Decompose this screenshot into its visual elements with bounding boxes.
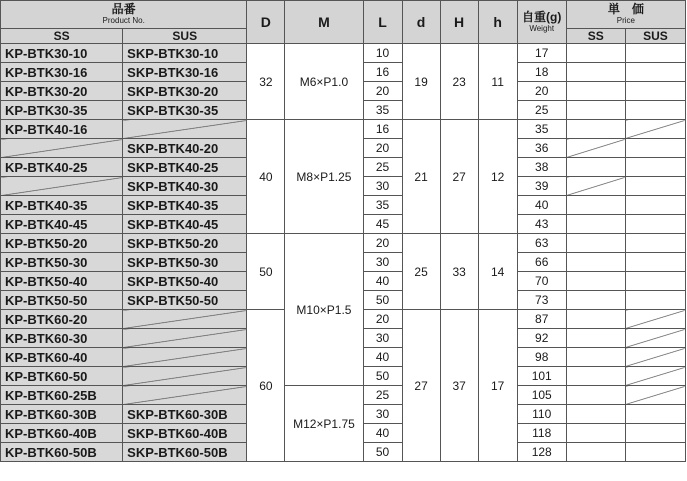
cell-L: 20 [363,310,402,329]
product-no-sus [123,367,247,386]
weight-header-en: Weight [529,23,555,33]
cell-L: 30 [363,253,402,272]
price-sus [625,63,685,82]
product-no-ss: KP-BTK60-30 [1,329,123,348]
product-no-sus: SKP-BTK40-30 [123,177,247,196]
weight-header-jp: 自重(g) [522,9,562,24]
cell-D-group-0: 32 [247,44,285,120]
col-header-L: L [363,1,402,44]
cell-weight: 39 [517,177,566,196]
cell-L: 50 [363,291,402,310]
price-sus [625,329,685,348]
product-no-sus [123,329,247,348]
price-ss [566,177,625,196]
cell-L: 30 [363,329,402,348]
cell-weight: 18 [517,63,566,82]
cell-weight: 73 [517,291,566,310]
cell-L: 35 [363,196,402,215]
price-sus [625,234,685,253]
cell-weight: 118 [517,424,566,443]
cell-L: 20 [363,82,402,101]
price-header-sus: SUS [625,29,685,44]
product-no-sus: SKP-BTK60-40B [123,424,247,443]
cell-weight: 70 [517,272,566,291]
product-no-ss: KP-BTK60-40B [1,424,123,443]
cell-weight: 98 [517,348,566,367]
cell-L: 25 [363,386,402,405]
product-no-sus: SKP-BTK40-35 [123,196,247,215]
price-sus [625,310,685,329]
price-header [566,1,685,29]
col-header-ss: SS [1,29,123,44]
price-ss [566,101,625,120]
cell-L: 35 [363,101,402,120]
price-sus [625,367,685,386]
price-ss [566,120,625,139]
cell-weight: 66 [517,253,566,272]
cell-weight: 36 [517,139,566,158]
price-ss [566,272,625,291]
cell-L: 20 [363,139,402,158]
cell-L: 10 [363,44,402,63]
price-ss [566,367,625,386]
cell-weight: 40 [517,196,566,215]
cell-L: 20 [363,234,402,253]
price-ss [566,386,625,405]
product-no-header [1,1,247,29]
price-sus [625,253,685,272]
cell-L: 30 [363,405,402,424]
product-no-ss: KP-BTK50-20 [1,234,123,253]
product-no-sus: SKP-BTK60-30B [123,405,247,424]
price-sus [625,272,685,291]
price-sus [625,44,685,63]
product-no-ss [1,177,123,196]
price-header-ss: SS [566,29,625,44]
product-no-ss: KP-BTK40-45 [1,215,123,234]
product-no-ss: KP-BTK60-50 [1,367,123,386]
price-ss [566,405,625,424]
cell-weight: 92 [517,329,566,348]
product-no-ss: KP-BTK50-30 [1,253,123,272]
product-no-sus [123,348,247,367]
weight-header [517,1,566,44]
cell-weight: 101 [517,367,566,386]
price-ss [566,234,625,253]
table-row [1,386,686,405]
product-no-ss: KP-BTK40-25 [1,158,123,177]
price-sus [625,405,685,424]
cell-H-group-0: 23 [440,44,478,120]
price-ss [566,63,625,82]
price-sus [625,139,685,158]
col-header-h: h [478,1,517,44]
product-no-ss: KP-BTK60-25B [1,386,123,405]
product-no-ss: KP-BTK60-50B [1,443,123,462]
table-row [1,44,686,63]
cell-L: 40 [363,424,402,443]
cell-M-group-2: M10×P1.5 [285,234,363,386]
cell-h-group-3: 17 [478,310,517,462]
cell-d-group-3: 27 [402,310,440,462]
product-no-sus: SKP-BTK60-50B [123,443,247,462]
product-no-sus: SKP-BTK40-45 [123,215,247,234]
price-ss [566,196,625,215]
cell-L: 50 [363,443,402,462]
cell-M-group-0: M6×P1.0 [285,44,363,120]
cell-d-group-0: 19 [402,44,440,120]
product-no-sus: SKP-BTK40-25 [123,158,247,177]
price-ss [566,158,625,177]
price-sus [625,424,685,443]
product-no-sus [123,386,247,405]
product-no-sus: SKP-BTK50-50 [123,291,247,310]
cell-L: 45 [363,215,402,234]
price-sus [625,291,685,310]
product-no-ss: KP-BTK50-50 [1,291,123,310]
price-sus [625,215,685,234]
product-no-sus: SKP-BTK50-40 [123,272,247,291]
price-ss [566,139,625,158]
cell-weight: 38 [517,158,566,177]
product-no-ss: KP-BTK50-40 [1,272,123,291]
product-no-sus [123,120,247,139]
product-no-header-en: Product No. [102,16,145,25]
price-sus [625,177,685,196]
product-no-header-jp: 品番 [111,2,136,16]
cell-weight: 43 [517,215,566,234]
col-header-H: H [440,1,478,44]
product-no-sus: SKP-BTK30-35 [123,101,247,120]
col-header-M: M [285,1,363,44]
cell-D-group-2: 50 [247,234,285,310]
col-header-d: d [402,1,440,44]
price-ss [566,82,625,101]
product-no-sus: SKP-BTK50-30 [123,253,247,272]
product-no-ss: KP-BTK30-20 [1,82,123,101]
cell-weight: 20 [517,82,566,101]
cell-weight: 25 [517,101,566,120]
product-no-ss: KP-BTK40-16 [1,120,123,139]
cell-L: 16 [363,63,402,82]
product-no-ss: KP-BTK30-35 [1,101,123,120]
product-no-ss: KP-BTK30-16 [1,63,123,82]
cell-L: 25 [363,158,402,177]
product-no-sus: SKP-BTK40-20 [123,139,247,158]
table-row [1,234,686,253]
price-sus [625,443,685,462]
col-header-D: D [247,1,285,44]
product-no-ss: KP-BTK40-35 [1,196,123,215]
product-no-sus: SKP-BTK30-16 [123,63,247,82]
product-no-ss [1,139,123,158]
cell-D-group-1: 40 [247,120,285,234]
cell-weight: 128 [517,443,566,462]
price-sus [625,158,685,177]
cell-M-group-1: M8×P1.25 [285,120,363,234]
cell-H-group-2: 33 [440,234,478,310]
price-ss [566,329,625,348]
product-no-ss: KP-BTK60-30B [1,405,123,424]
cell-L: 16 [363,120,402,139]
product-no-ss: KP-BTK60-40 [1,348,123,367]
cell-d-group-1: 21 [402,120,440,234]
spec-table-body [1,44,686,462]
cell-weight: 105 [517,386,566,405]
col-header-sus: SUS [123,29,247,44]
cell-weight: 35 [517,120,566,139]
price-ss [566,424,625,443]
price-ss [566,348,625,367]
product-no-sus: SKP-BTK30-20 [123,82,247,101]
price-ss [566,44,625,63]
cell-H-group-1: 27 [440,120,478,234]
cell-h-group-1: 12 [478,120,517,234]
product-no-ss: KP-BTK60-20 [1,310,123,329]
cell-L: 30 [363,177,402,196]
price-sus [625,386,685,405]
price-sus [625,120,685,139]
price-sus [625,348,685,367]
price-sus [625,101,685,120]
product-no-sus: SKP-BTK30-10 [123,44,247,63]
price-ss [566,443,625,462]
cell-weight: 87 [517,310,566,329]
product-no-ss: KP-BTK30-10 [1,44,123,63]
product-no-sus [123,310,247,329]
cell-weight: 110 [517,405,566,424]
cell-M-group-3: M12×P1.75 [285,386,363,462]
cell-L: 40 [363,272,402,291]
cell-D-group-3: 60 [247,310,285,462]
price-sus [625,82,685,101]
cell-H-group-3: 37 [440,310,478,462]
cell-L: 50 [363,367,402,386]
price-ss [566,310,625,329]
price-header-jp: 単 価 [607,2,644,16]
price-ss [566,253,625,272]
table-row [1,120,686,139]
cell-weight: 17 [517,44,566,63]
price-sus [625,196,685,215]
product-no-sus: SKP-BTK50-20 [123,234,247,253]
cell-h-group-2: 14 [478,234,517,310]
price-ss [566,215,625,234]
price-ss [566,291,625,310]
cell-weight: 63 [517,234,566,253]
price-header-en: Price [616,16,635,25]
cell-L: 40 [363,348,402,367]
cell-d-group-2: 25 [402,234,440,310]
cell-h-group-0: 11 [478,44,517,120]
